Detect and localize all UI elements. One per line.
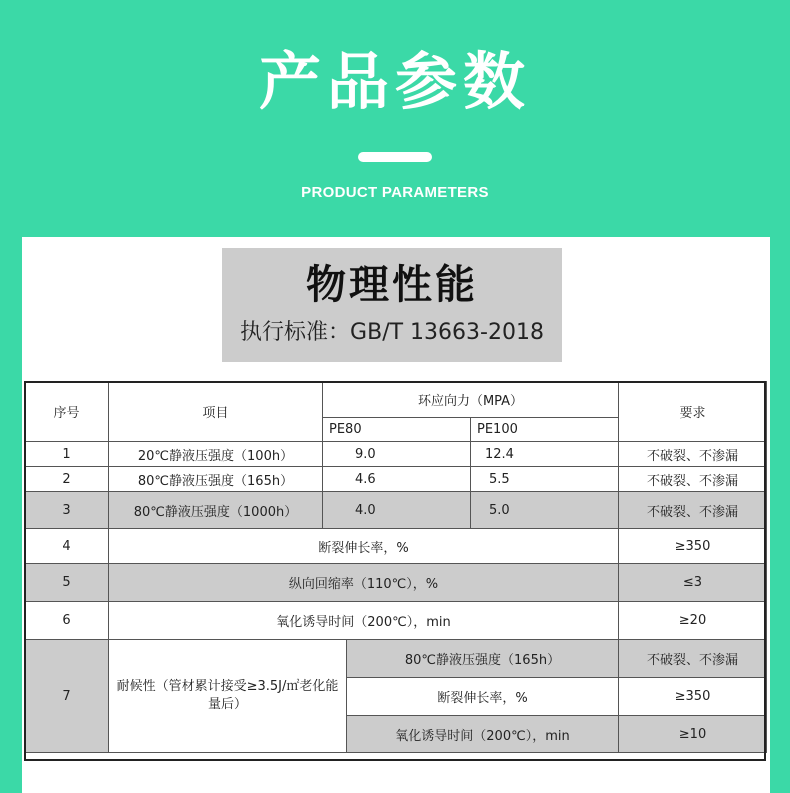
title-divider: [358, 152, 432, 162]
page-subtitle: PRODUCT PARAMETERS: [301, 184, 489, 201]
row-requirement: ≥10: [619, 716, 767, 753]
row-no: 4: [25, 529, 109, 564]
row-requirement: 不破裂、不渗漏: [619, 492, 767, 529]
row-item: 80℃静液压强度（165h）: [109, 467, 323, 492]
page-title: 产品参数: [258, 45, 531, 118]
header-item: 项目: [109, 382, 323, 442]
row-no: 5: [25, 564, 109, 602]
row-no: 2: [25, 467, 109, 492]
table-row: [25, 640, 767, 678]
row-group-label: 耐候性（管材累计接受≥3.5J/㎡老化能量后）: [109, 640, 347, 753]
row-item: 80℃静液压强度（1000h）: [109, 492, 323, 529]
row-item: 20℃静液压强度（100h）: [109, 442, 323, 467]
row-no: 7: [25, 640, 109, 753]
row-requirement: 不破裂、不渗漏: [619, 467, 767, 492]
row-item: 氧化诱导时间（200℃），min: [109, 602, 619, 640]
row-subitem: 断裂伸长率，%: [347, 678, 619, 716]
row-requirement: ≥350: [619, 678, 767, 716]
row-requirement: ≥350: [619, 529, 767, 564]
row-requirement: 不破裂、不渗漏: [619, 640, 767, 678]
header-no: 序号: [25, 382, 109, 442]
table-row: [25, 467, 767, 492]
table-row: [25, 564, 767, 602]
section-heading-box: [222, 248, 562, 362]
row-pe80: 9.0: [323, 442, 471, 467]
header-requirement: 要求: [619, 382, 767, 442]
row-requirement: 不破裂、不渗漏: [619, 442, 767, 467]
specs-table: [24, 381, 767, 753]
header-pe100: PE100: [471, 418, 619, 442]
standard-label: 执行标准：GB/T 13663-2018: [240, 320, 544, 345]
row-pe80: 4.6: [323, 467, 471, 492]
row-subitem: 80℃静液压强度（165h）: [347, 640, 619, 678]
section-title: 物理性能: [306, 262, 478, 308]
row-pe100: 12.4: [471, 442, 619, 467]
row-requirement: ≥20: [619, 602, 767, 640]
row-pe100: 5.5: [471, 467, 619, 492]
header-pe80: PE80: [323, 418, 471, 442]
table-row: [25, 529, 767, 564]
row-item: 纵向回缩率（110℃），%: [109, 564, 619, 602]
row-no: 6: [25, 602, 109, 640]
header-stress: 环应向力（MPA）: [323, 382, 619, 418]
table-row: [25, 602, 767, 640]
row-no: 3: [25, 492, 109, 529]
row-pe100: 5.0: [471, 492, 619, 529]
row-requirement: ≤3: [619, 564, 767, 602]
table-row: [25, 492, 767, 529]
row-item: 断裂伸长率，%: [109, 529, 619, 564]
row-pe80: 4.0: [323, 492, 471, 529]
row-no: 1: [25, 442, 109, 467]
table-header-row: [25, 382, 767, 418]
table-row: [25, 442, 767, 467]
row-subitem: 氧化诱导时间（200℃），min: [347, 716, 619, 753]
